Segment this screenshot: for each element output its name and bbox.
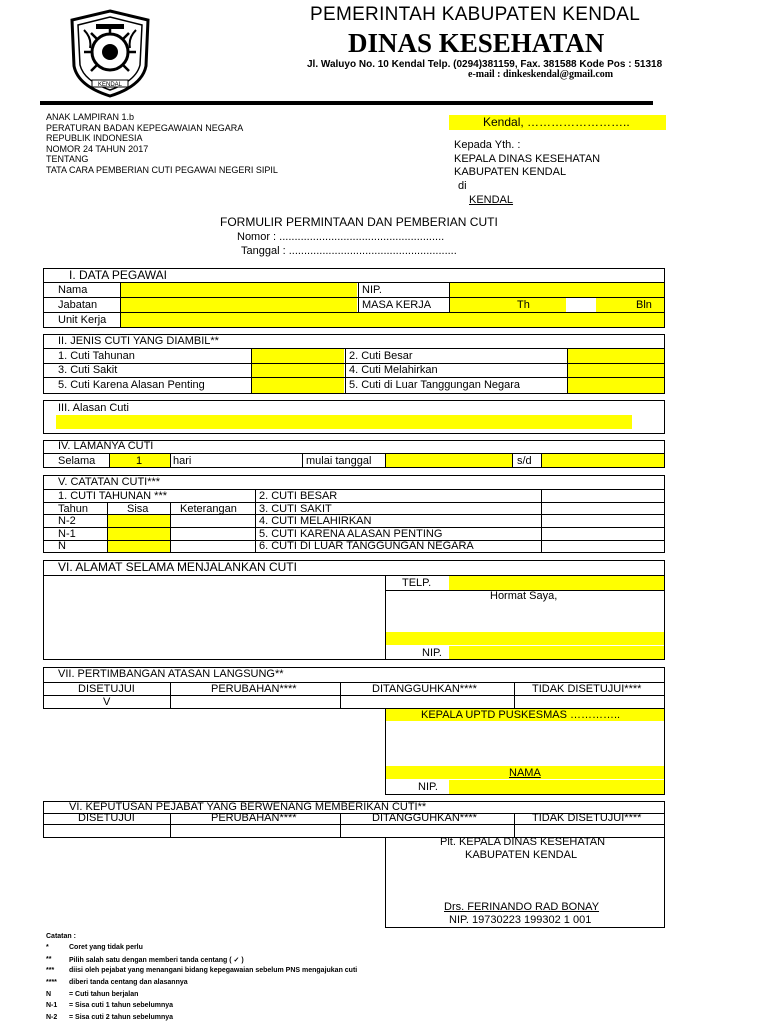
- sisa-header: Sisa: [127, 503, 149, 515]
- section-title: III. Alasan Cuti: [58, 402, 129, 414]
- lampiran-line: REPUBLIK INDONESIA: [46, 133, 143, 143]
- form-title: FORMULIR PERMINTAAN DAN PEMBERIAN CUTI: [220, 215, 498, 229]
- form-tanggal: Tanggal : .......................................................: [241, 245, 457, 257]
- form-nomor: Nomor : ......................................................: [237, 231, 445, 243]
- tahun-header: Tahun: [58, 503, 88, 515]
- note-text: = Sisa cuti 2 tahun sebelumnya: [69, 1014, 174, 1022]
- cuti-besar-check[interactable]: [568, 349, 664, 363]
- ditangguhkan-header: DITANGGUHKAN****: [372, 812, 477, 824]
- pejabat-nip: NIP. 19730223 199302 1 001: [449, 914, 592, 926]
- signature-name-field[interactable]: [386, 632, 664, 645]
- lampiran-line: TENTANG: [46, 154, 89, 164]
- note-item: [46, 1014, 174, 1026]
- note-item: [46, 955, 244, 968]
- atasan-name: NAMA: [509, 767, 541, 779]
- department-name: DINAS KESEHATAN: [348, 28, 605, 58]
- catatan-cuti-sakit: 3. CUTI SAKIT: [259, 503, 332, 515]
- government-name: PEMERINTAH KABUPATEN KENDAL: [310, 4, 641, 25]
- section-title: II. JENIS CUTI YANG DIAMBIL**: [58, 335, 219, 347]
- jabatan-field[interactable]: [121, 298, 357, 312]
- kendal-emblem-logo: [62, 8, 158, 98]
- sisa-n1-field[interactable]: [108, 528, 170, 540]
- note-text: diisi oleh pejabat yang menangani bidang kepegawaian sebelum PNS mengajukan cuti: [69, 967, 358, 975]
- note-item: [46, 979, 188, 991]
- note-text: Coret yang tidak perlu: [69, 944, 143, 951]
- n2-label: N-2: [58, 515, 76, 527]
- notes-title: Catatan :: [46, 933, 76, 940]
- masa-kerja-label: MASA KERJA: [362, 299, 432, 311]
- sisa-n-field[interactable]: [108, 541, 170, 552]
- hormat-saya: Hormat Saya,: [490, 590, 558, 602]
- sampai-tanggal-field[interactable]: [542, 454, 664, 467]
- note-text: diberi tanda centang dan alasannya: [69, 979, 188, 987]
- catatan-notes: [46, 932, 358, 1026]
- pejabat-name: Drs. FERINANDO RAD BONAY: [444, 901, 600, 913]
- sd-label: s/d: [517, 455, 532, 467]
- lampiran-line: ANAK LAMPIRAN 1.b: [46, 112, 135, 122]
- note-key: N: [46, 990, 52, 998]
- nip-field[interactable]: [450, 283, 664, 297]
- cuti-alasan-penting-label: 5. Cuti Karena Alasan Penting: [58, 379, 205, 391]
- header-rule: [40, 101, 653, 105]
- lama-hari-value: 1: [136, 455, 143, 467]
- catatan-cuti-luar-tanggungan: 6. CUTI DI LUAR TANGGUNGAN NEGARA: [259, 540, 474, 552]
- perubahan-header: PERUBAHAN****: [211, 812, 297, 824]
- kepada-label: Kepada Yth. :: [454, 139, 521, 151]
- note-key: N-1: [46, 1002, 58, 1010]
- note-text: = Cuti tahun berjalan: [69, 990, 139, 998]
- cuti-tahunan-label: 1. Cuti Tahunan: [58, 350, 135, 362]
- place-date: Kendal, ……………………..: [483, 115, 630, 129]
- selama-label: Selama: [58, 455, 96, 467]
- keterangan-header: Keterangan: [180, 503, 237, 515]
- lampiran-reference: [46, 112, 278, 175]
- note-item: [46, 1002, 174, 1014]
- note-item: [46, 944, 143, 956]
- cuti-melahirkan-label: 4. Cuti Melahirkan: [349, 364, 438, 376]
- office-address: Jl. Waluyo No. 10 Kendal Telp. (0294)381159, Fax. 381588 Kode Pos : 51318: [307, 59, 663, 70]
- alasan-cuti-field[interactable]: [56, 415, 632, 429]
- sisa-n2-field[interactable]: [108, 515, 170, 527]
- telp-field[interactable]: [449, 576, 664, 590]
- catatan-cuti-alasan-penting: 5. CUTI KARENA ALASAN PENTING: [259, 528, 443, 540]
- recipient-di: di: [458, 180, 467, 192]
- cuti-luar-tanggungan-label: 5. Cuti di Luar Tanggungan Negara: [349, 379, 521, 391]
- recipient-city: KENDAL: [469, 194, 514, 206]
- n1-label: N-1: [58, 528, 76, 540]
- kepala-uptd-title: KEPALA UPTD PUSKESMAS …………..: [421, 709, 621, 721]
- atasan-nip-label: NIP.: [418, 781, 438, 793]
- unit-kerja-label: Unit Kerja: [58, 314, 107, 326]
- recipient-line-2: KABUPATEN KENDAL: [454, 166, 567, 178]
- disetujui-check-cell[interactable]: V: [103, 696, 111, 708]
- cuti-sakit-check[interactable]: [252, 364, 344, 377]
- mulai-tanggal-label: mulai tanggal: [306, 455, 372, 467]
- unit-kerja-field[interactable]: [121, 313, 664, 327]
- cuti-tahunan-header: 1. CUTI TAHUNAN ***: [58, 490, 168, 502]
- note-key: N-2: [46, 1014, 58, 1022]
- tidak-disetujui-header: TIDAK DISETUJUI****: [532, 812, 642, 824]
- note-key: ***: [46, 967, 55, 975]
- perubahan-header: PERUBAHAN****: [211, 683, 297, 695]
- nama-field[interactable]: [121, 283, 357, 297]
- lampiran-line: TATA CARA PEMBERIAN CUTI PEGAWAI NEGERI SIPIL: [46, 164, 278, 175]
- cuti-tahunan-check[interactable]: [252, 349, 344, 363]
- ditangguhkan-header: DITANGGUHKAN****: [372, 683, 477, 695]
- tidak-disetujui-header: TIDAK DISETUJUI****: [532, 683, 642, 695]
- bln-label: Bln: [636, 299, 652, 311]
- cuti-sakit-label: 3. Cuti Sakit: [58, 364, 118, 376]
- masa-kerja-th-field[interactable]: [450, 298, 566, 312]
- note-text: Pilih salah satu dengan memberi tanda centang ( ✓ ): [69, 956, 244, 964]
- atasan-nip-field[interactable]: [449, 780, 664, 794]
- plt-kabupaten-title: KABUPATEN KENDAL: [465, 849, 578, 861]
- plt-kepala-title: Plt. KEPALA DINAS KESEHATAN: [440, 836, 606, 848]
- lampiran-line: PERATURAN BADAN KEPEGAWAIAN NEGARA: [46, 122, 244, 133]
- note-item: [46, 967, 358, 979]
- mulai-tanggal-field[interactable]: [386, 454, 512, 467]
- cuti-alasan-penting-check[interactable]: [252, 378, 344, 393]
- telp-label: TELP.: [402, 577, 432, 589]
- section-title: I. DATA PEGAWAI: [69, 268, 168, 282]
- disetujui-header: DISETUJUI: [78, 812, 135, 824]
- section-title: VII. PERTIMBANGAN ATASAN LANGSUNG**: [58, 668, 284, 680]
- note-text: = Sisa cuti 1 tahun sebelumnya: [69, 1002, 174, 1010]
- office-email: e-mail : dinkeskendal@gmail.com: [468, 69, 614, 80]
- jabatan-label: Jabatan: [58, 299, 98, 311]
- section-title: IV. LAMANYA CUTI: [58, 440, 154, 452]
- cuti-luar-tanggungan-check[interactable]: [568, 378, 664, 393]
- section-title: VI. ALAMAT SELAMA MENJALANKAN CUTI: [58, 560, 297, 574]
- recipient-line-1: KEPALA DINAS KESEHATAN: [454, 153, 601, 165]
- note-item: [46, 990, 139, 1003]
- masa-kerja-bln-field[interactable]: [596, 298, 664, 312]
- nama-label: Nama: [58, 284, 88, 296]
- n-label: N: [58, 540, 66, 552]
- th-label: Th: [517, 299, 530, 311]
- section-title: V. CATATAN CUTI***: [58, 476, 161, 488]
- note-key: *: [46, 944, 49, 951]
- hari-label: hari: [173, 455, 192, 467]
- nip-label: NIP.: [362, 284, 382, 296]
- catatan-cuti-melahirkan: 4. CUTI MELAHIRKAN: [259, 515, 372, 527]
- lampiran-line: NOMOR 24 TAHUN 2017: [46, 143, 149, 154]
- pemohon-nip-field[interactable]: [449, 646, 664, 659]
- cuti-melahirkan-check[interactable]: [568, 364, 664, 377]
- section-title: VI. KEPUTUSAN PEJABAT YANG BERWENANG MEMBERIKAN CUTI**: [69, 801, 427, 813]
- note-key: **: [46, 955, 52, 963]
- pemohon-nip-label: NIP.: [422, 647, 442, 659]
- catatan-cuti-besar: 2. CUTI BESAR: [259, 490, 338, 502]
- note-key: ****: [46, 979, 57, 987]
- disetujui-header: DISETUJUI: [78, 683, 135, 695]
- logo-caption: KENDAL: [97, 82, 123, 88]
- cuti-besar-label: 2. Cuti Besar: [349, 350, 413, 362]
